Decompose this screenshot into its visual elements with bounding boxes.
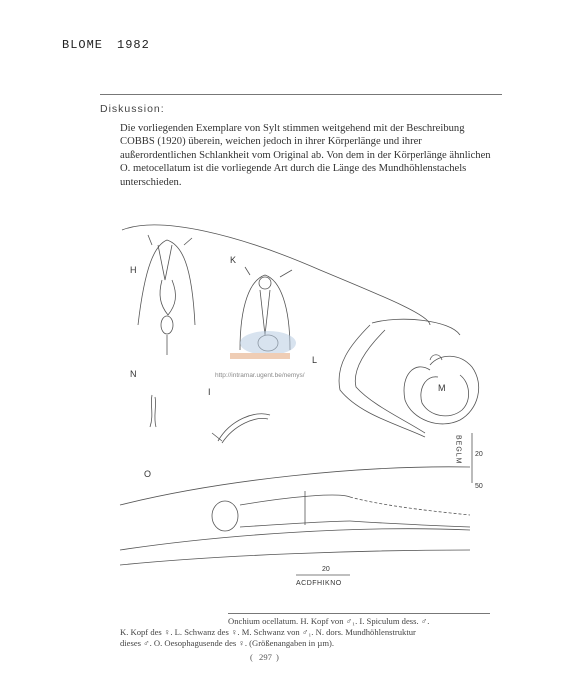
header-year: 1982 — [117, 38, 150, 52]
label-I: I — [208, 387, 211, 397]
drawing-L-tail — [339, 319, 460, 437]
figure-caption — [120, 616, 492, 649]
label-M: M — [438, 383, 446, 393]
top-rule — [100, 94, 502, 95]
scale-right-letters: BEGLM — [454, 435, 462, 465]
label-K: K — [230, 255, 237, 265]
section-title: Diskussion: — [100, 103, 165, 115]
caption-line-1: Onchium ocellatum. H. Kopf von ♂₁. I. Spiculum dess. ♂. — [228, 616, 430, 626]
page-number: ( 297 ) — [250, 652, 281, 662]
label-L: L — [312, 355, 318, 365]
figure-plate — [100, 205, 530, 610]
running-header — [62, 38, 150, 52]
label-H: H — [130, 265, 137, 275]
label-O: O — [144, 469, 152, 479]
caption-line-3: dieses ♂. O. Oesophagusende des ♀. (Größenangaben in µm). — [120, 638, 335, 648]
scale-right-value-1: 20 — [475, 451, 483, 458]
scale-bottom-letters: ACDFHIKNO — [296, 580, 342, 587]
caption-rule — [228, 613, 490, 614]
scale-bottom-value: 20 — [322, 566, 330, 573]
watermark-url: http://intramar.ugent.be/nemys/ — [215, 372, 305, 379]
label-N: N — [130, 369, 137, 379]
header-author: BLOME — [62, 38, 104, 52]
discussion-paragraph: Die vorliegenden Exemplare von Sylt stimmen weitgehend mit der Beschreibung COBBS (1920) überein, weichen jedoch in ihrer Körperlänge und ihrer außerordentlichen Schlankheit vom Original ab. Von dem in der Körperlänge ähnlichen O. metocellatum ist die vorliegende Art durch die Länge des Mundhöhlenstachels unterschieden. — [120, 123, 491, 188]
drawing-O-oesophagus — [120, 467, 470, 565]
drawing-I-spiculum — [212, 414, 270, 443]
scale-right-value-2: 50 — [475, 483, 483, 490]
caption-line-2: K. Kopf des ♀. L. Schwanz des ♀. M. Schwanz von ♂₁. N. dors. Mundhöhlenstruktur — [120, 627, 416, 637]
drawing-N-structure — [150, 395, 156, 427]
